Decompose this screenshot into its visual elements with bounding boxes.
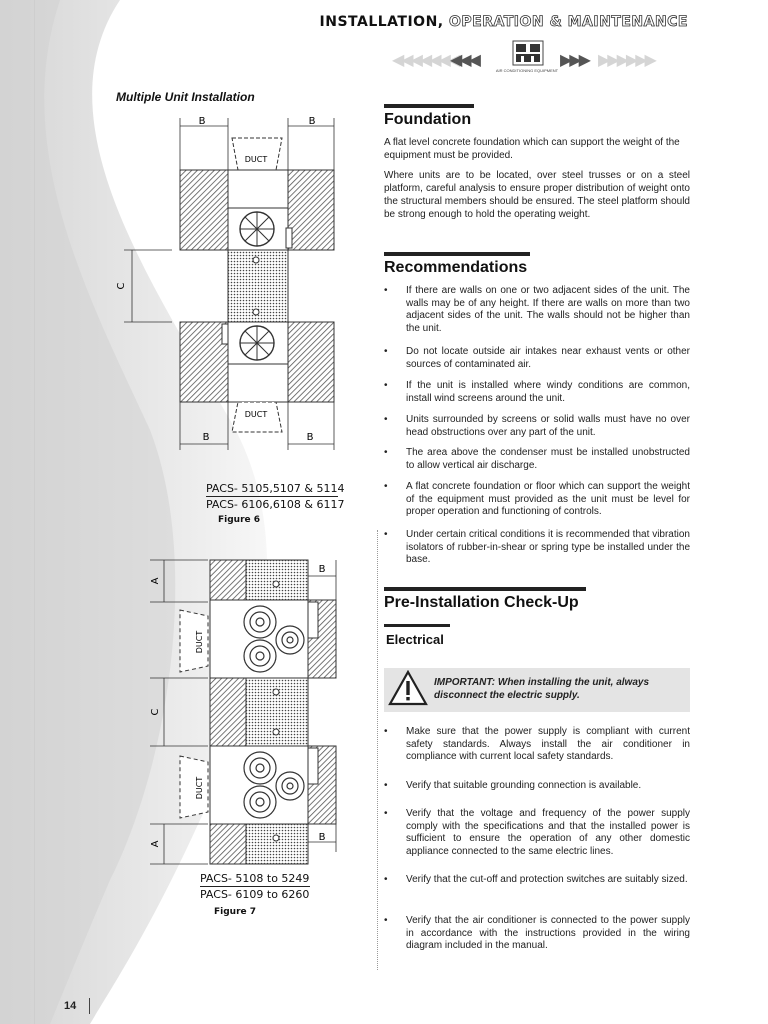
preinstall-title: Pre-Installation Check-Up [384,594,579,611]
fig6-dim-b-bottom-left: B [202,432,210,443]
fig7-dim-c: C [150,708,161,716]
fig6-duct-top-label: DUCT [244,155,268,164]
document-header-title [320,14,688,30]
chevron-right-dark-icon: ▶▶▶ [560,50,588,69]
foundation-paragraph-1: A flat level concrete foundation which can support the weight of the equipment must be provided. [384,137,680,161]
preinstall-title-bar [384,587,586,591]
electrical-subtitle: Electrical [386,632,444,647]
fig7-dim-b-bottom: B [318,832,326,843]
fig6-dim-b-bottom-right: B [306,432,314,443]
fig7-dim-a-bottom: A [150,840,161,848]
fig6-dim-c: C [116,282,127,290]
figure-6-diagram [110,110,370,460]
chevron-left-icon: ◀◀◀◀◀◀◀ [392,50,458,69]
fig7-duct-top-label: DUCT [195,630,204,654]
fig7-dim-b-top: B [318,564,326,575]
fig7-caption-line2: PACS- 6109 to 6260 [200,888,310,901]
fig7-dim-a-top: A [150,577,161,585]
recommendations-title: Recommendations [384,259,528,276]
fig7-duct-bottom-label: DUCT [195,776,204,800]
recommendations-title-bar [384,252,530,256]
fig6-caption-divider [206,496,338,497]
electrical-title-bar [384,624,450,627]
page-number: 14 [64,1000,77,1012]
chevron-right-icon: ▶▶▶▶▶▶ [598,50,654,69]
header-title-part1: INSTALLATION, [319,14,444,30]
foundation-title: Foundation [384,111,472,128]
fig6-caption-line1: PACS- 5105,5107 & 5114 [206,482,345,495]
figure-7-diagram [140,550,370,870]
foundation-title-bar [384,104,474,108]
foundation-paragraph-2: Where units are to be located, over steel trusses or on a steel platform, careful analysis to ensure proper distribution of weight onto the structural members should be ensured. The steel platform should be strong enough to hold the operating weight. [384,170,690,220]
multiple-unit-installation-title: Multiple Unit Installation [116,90,255,104]
fig7-figure-label: Figure 7 [214,907,257,917]
fig7-caption-divider [200,886,310,887]
warning-icon [388,670,428,706]
fig6-dim-b-top-right: B [308,116,316,127]
fig7-caption-line1: PACS- 5108 to 5249 [200,872,310,885]
header-title-part2: OPERATION & MAINTENANCE [449,14,688,30]
logo-caption: AIR CONDITIONING EQUIPMENT [495,68,559,73]
fig6-dim-b-top-left: B [198,116,206,127]
fig6-figure-label: Figure 6 [218,515,261,525]
important-notice-text: IMPORTANT: When installing the unit, always disconnect the electric supply. [434,677,650,701]
fig6-duct-bottom-label: DUCT [244,410,268,419]
column-divider [377,530,378,970]
fig6-caption-line2: PACS- 6106,6108 & 6117 [206,498,345,511]
chevron-left-dark-icon: ◀◀◀ [450,50,478,69]
company-logo [512,40,544,66]
page-number-divider [89,998,90,1014]
